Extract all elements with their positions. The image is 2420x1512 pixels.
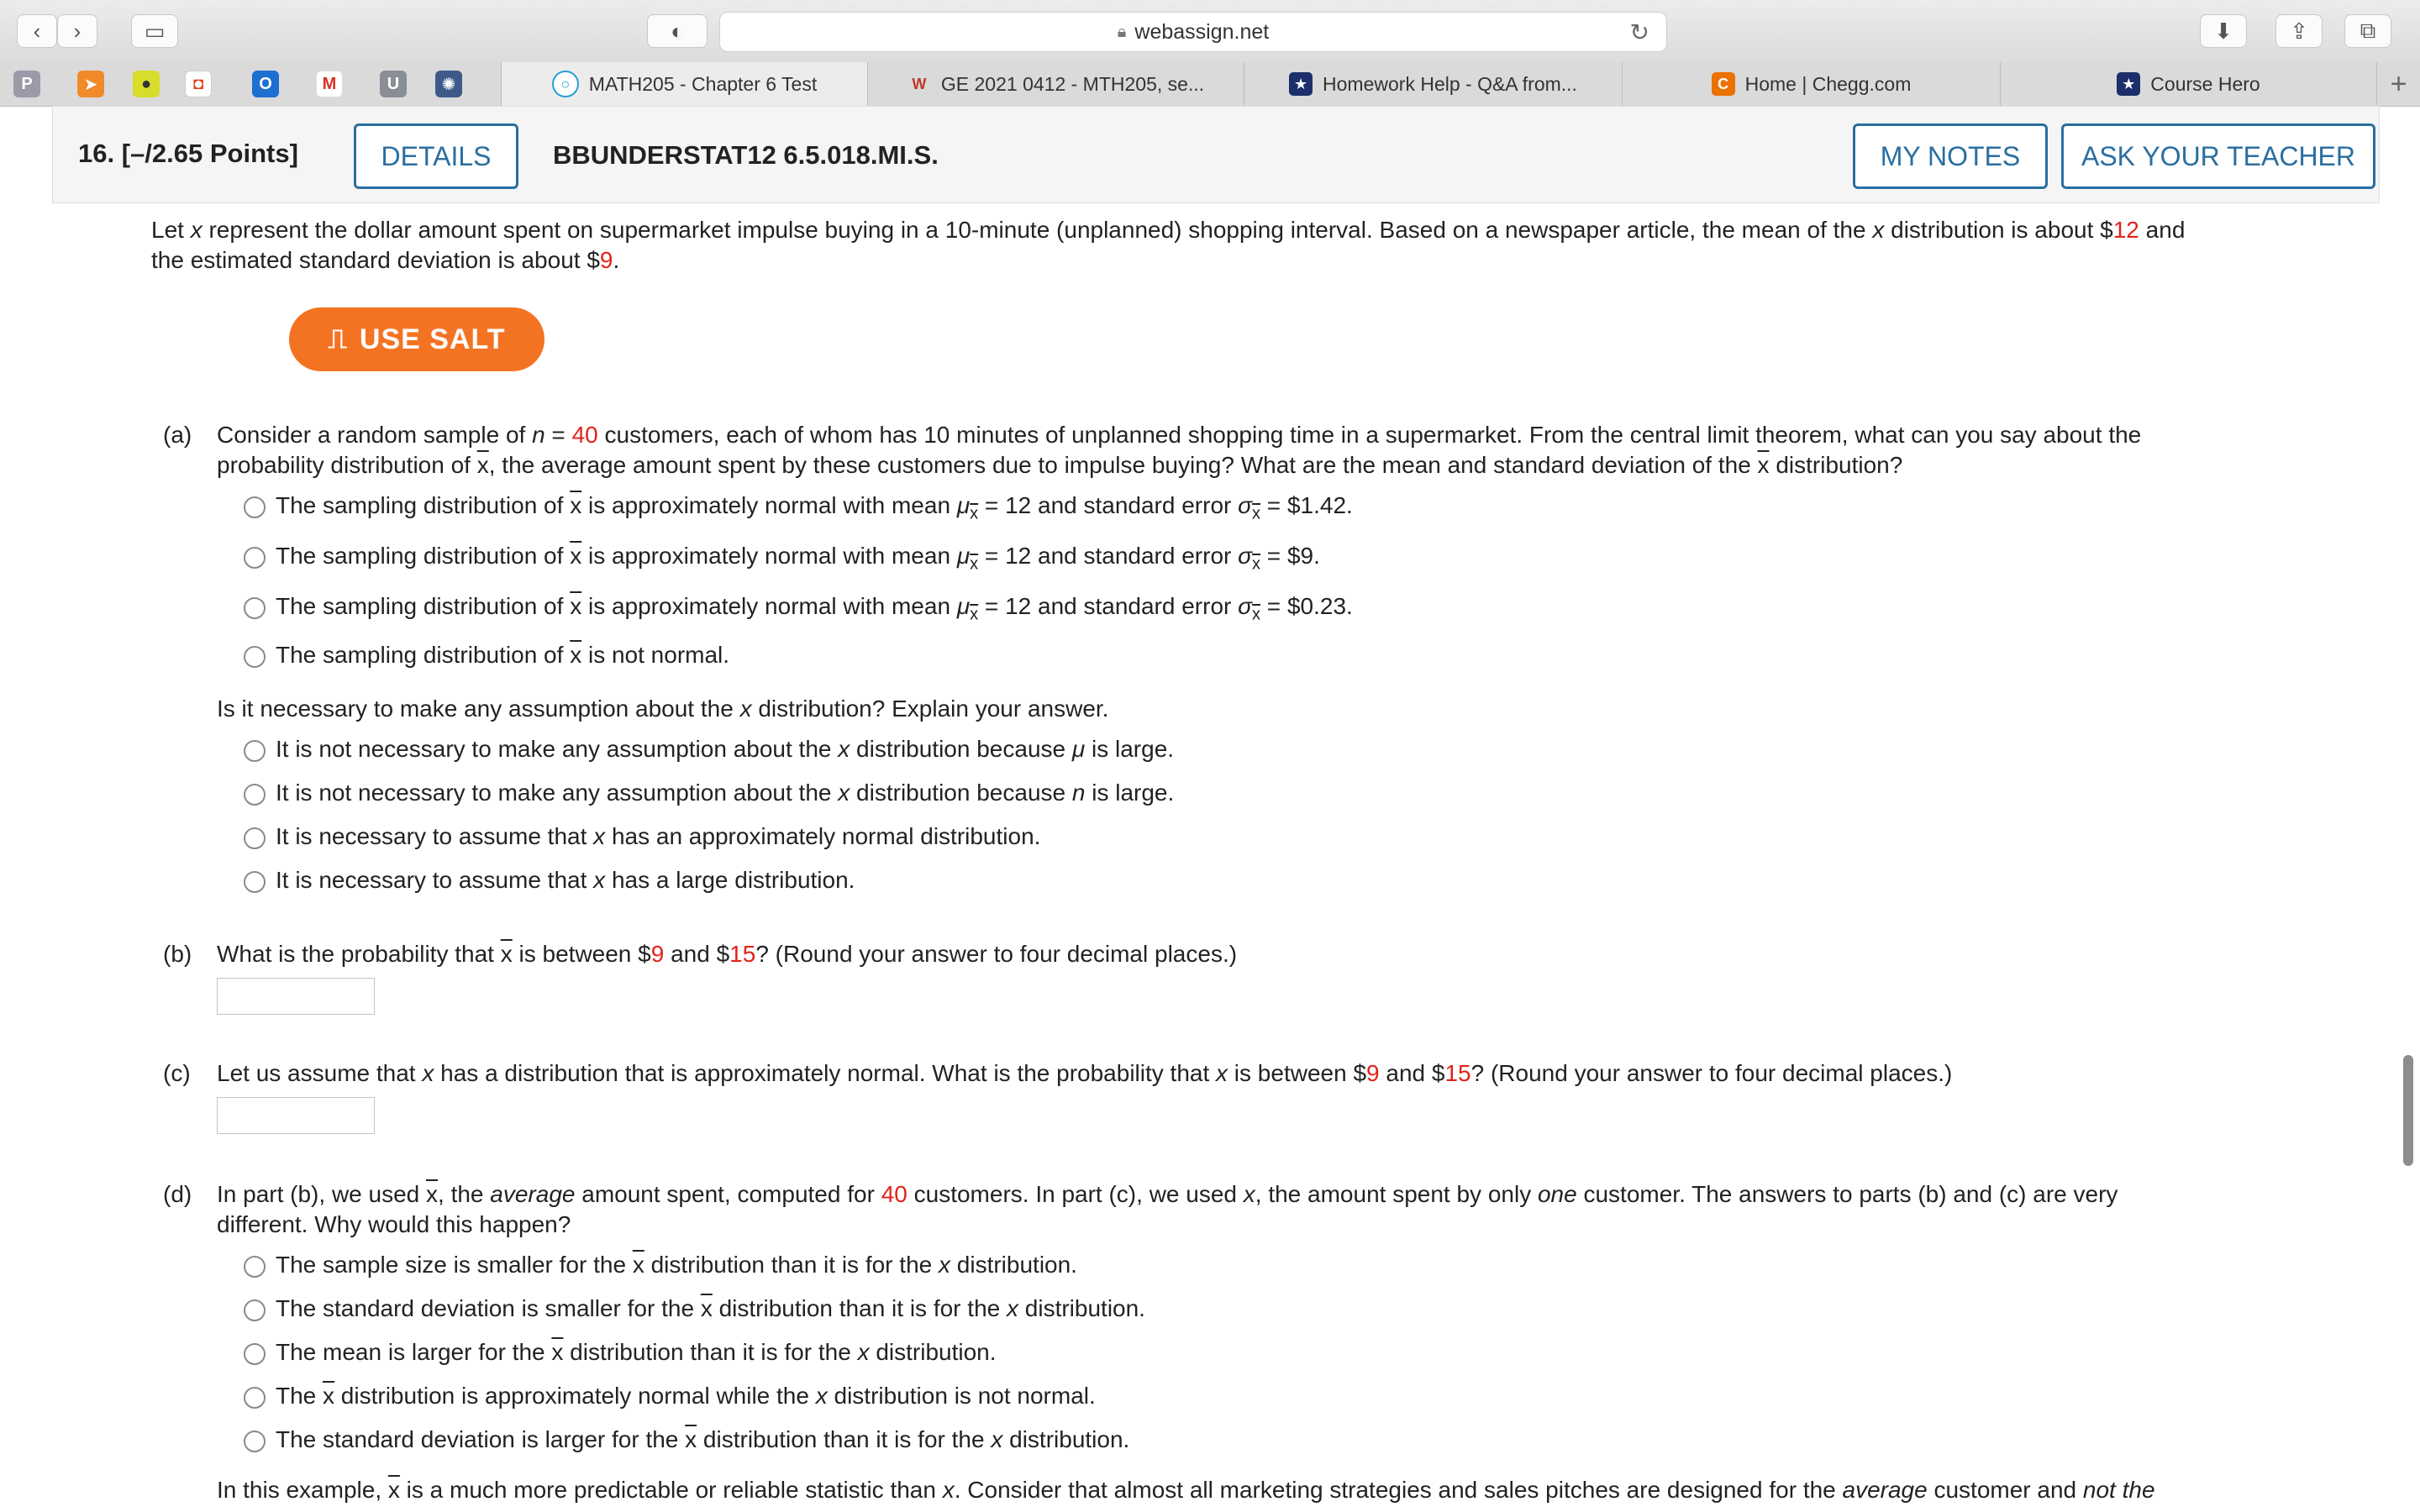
address-bar[interactable] (719, 12, 1667, 52)
bookmark-p[interactable] (13, 71, 40, 97)
reload-icon[interactable]: ↻ (1629, 18, 1649, 45)
assume-option-4-radio[interactable] (244, 871, 266, 893)
outlook-icon: O (259, 74, 272, 93)
use-salt-button[interactable]: ⎍ USE SALT (289, 307, 544, 371)
ask-teacher-button[interactable]: ASK YOUR TEACHER (2061, 123, 2375, 189)
tab-label: GE 2021 0412 - MTH205, se... (940, 72, 1205, 95)
bookmark-outlook[interactable] (252, 71, 279, 97)
part-d-footer-text: In this example, $\overline{x}$ is a much more predictable or reliable statistic than x. Consider that almost all marketing strategies and sales pitches are designed for the average customer and not the (217, 1477, 2155, 1503)
part-d-option-3-radio[interactable] (244, 1343, 266, 1365)
assume-option-2-radio[interactable] (244, 784, 266, 806)
tab-label: Homework Help - Q&A from... (1323, 72, 1577, 95)
arrow-icon: ➤ (83, 75, 98, 94)
part-b-answer-input[interactable] (217, 978, 375, 1015)
shield-icon: ◐ (671, 18, 684, 44)
tabs-icon: ⧉ (2360, 18, 2376, 43)
assume-option-1-radio[interactable] (244, 740, 266, 762)
browser-toolbar (0, 0, 2420, 63)
assume-option-3-radio[interactable] (244, 827, 266, 849)
star-icon: ★ (2117, 72, 2140, 96)
plus-icon: + (2390, 67, 2407, 100)
download-icon: ⬇ (2214, 18, 2233, 44)
part-d-label: (d) (163, 1181, 192, 1207)
share-icon: ⇪ (2290, 18, 2308, 44)
part-a-option-2-radio[interactable] (244, 547, 266, 569)
sidebar-button[interactable] (131, 14, 178, 48)
privacy-button[interactable] (647, 14, 708, 48)
part-d-option-1-radio[interactable] (244, 1256, 266, 1278)
part-d-option-1: The sample size is smaller for the $\overline{x}$ distribution than it is for the x distribution. (276, 1252, 1077, 1278)
part-d-option-4: The $\overline{x}$ distribution is approximately normal while the x distribution is not normal. (276, 1383, 1096, 1409)
intro-line-2: the estimated standard deviation is about $9. (151, 247, 620, 273)
part-d-option-4-radio[interactable] (244, 1387, 266, 1409)
tab-chegg[interactable] (1622, 62, 2000, 106)
chevron-right-icon: › (73, 18, 82, 44)
part-a-option-1: The sampling distribution of $\overline{x}$ is approximately normal with mean $\mu_{\overline{x}} = 12$ and standard error $\sigma_{\overline{x}}$ = $1.42. (276, 492, 1353, 523)
part-a-option-4: The sampling distribution of $\overline{x}$ is not normal. (276, 642, 730, 668)
wa-icon: W (912, 75, 927, 92)
part-d-question-line-1: In part (b), we used $\overline{x}$, the average amount spent, computed for 40 customers. In part (c), we used x, the amount spent by only one customer. The answers to parts (b) and (c) are very (217, 1181, 2118, 1207)
downloads-button[interactable] (2200, 14, 2247, 48)
page-scrollbar[interactable] (2403, 1055, 2413, 1166)
assume-option-3: It is necessary to assume that x has an approximately normal distribution. (276, 823, 1041, 849)
tab-label: Course Hero (2150, 72, 2260, 95)
tab-label: MATH205 - Chapter 6 Test (588, 72, 818, 95)
question-code: BBUNDERSTAT12 6.5.018.MI.S. (553, 140, 939, 170)
part-c-question: Let us assume that x has a distribution that is approximately normal. What is the probability that x is between $9 and $15? (Round your answer to four decimal places.) (217, 1060, 1953, 1086)
tab-ge2021[interactable] (867, 62, 1244, 106)
part-b-question: What is the probability that $\overline{x}$ is between $9 and $15? (Round your answer to four decimal places.) (217, 941, 1238, 967)
intro-line-1: Let x represent the dollar amount spent on supermarket impulse buying in a 10-minute (unplanned) shopping interval. Based on a newspaper article, the mean of the x distribution is about $12 and (151, 217, 2186, 243)
part-a-question-line-2: probability distribution of $\overline{x}$, the average amount spent by these customers due to impulse buying? What are the mean and standard deviation of the $\overline{x}$ distribution? (217, 452, 1903, 478)
part-a-option-3: The sampling distribution of $\overline{x}$ is approximately normal with mean $\mu_{\overline{x}} = 12$ and standard error $\sigma_{\overline{x}}$ = $0.23. (276, 593, 1353, 624)
tab-course-hero[interactable] (2000, 62, 2376, 106)
lock-icon: 🔒︎ (1117, 22, 1127, 41)
seal-icon: ✺ (441, 75, 456, 94)
part-c-answer-input[interactable] (217, 1097, 375, 1134)
bookmark-arrow[interactable] (77, 71, 104, 97)
part-a-label: (a) (163, 422, 192, 448)
part-d-option-3: The mean is larger for the $\overline{x}$ distribution than it is for the x distribution. (276, 1339, 997, 1365)
question-number: 16. [–/2.65 Points] (78, 139, 298, 168)
share-button[interactable] (2275, 14, 2323, 48)
fav-u-label: U (387, 74, 400, 93)
new-tab-button[interactable] (2376, 62, 2420, 106)
back-button[interactable] (17, 14, 57, 48)
star-icon: ★ (1289, 72, 1313, 96)
tab-math205[interactable] (501, 62, 867, 106)
salt-chart-icon: ⎍ (328, 323, 348, 354)
chegg-icon: C (1712, 72, 1735, 96)
chevron-left-icon: ‹ (33, 18, 41, 44)
question-header (52, 106, 2380, 203)
bookmark-seal[interactable] (435, 71, 462, 97)
part-d-option-2-radio[interactable] (244, 1299, 266, 1321)
part-a-option-4-radio[interactable] (244, 646, 266, 668)
bookmark-office[interactable] (185, 71, 212, 97)
gmail-icon: M (322, 74, 337, 93)
part-c-label: (c) (163, 1060, 191, 1086)
webassign-icon: ○ (552, 71, 579, 97)
tab-homework-help[interactable] (1244, 62, 1622, 106)
part-a-option-3-radio[interactable] (244, 597, 266, 619)
bookmark-circle[interactable] (133, 71, 160, 97)
bookmark-gmail[interactable] (316, 71, 343, 97)
fav-p-label: P (21, 74, 33, 93)
part-a-assumption-question: Is it necessary to make any assumption about the x distribution? Explain your answer. (217, 696, 1109, 722)
part-d-option-5: The standard deviation is larger for the $\overline{x}$ distribution than it is for the x distribution. (276, 1426, 1130, 1452)
part-a-option-2: The sampling distribution of $\overline{x}$ is approximately normal with mean $\mu_{\overline{x}} = 12$ and standard error $\sigma_{\overline{x}}$ = $9. (276, 543, 1320, 574)
my-notes-button[interactable]: MY NOTES (1853, 123, 2048, 189)
part-a-question-line-1: Consider a random sample of n = 40 customers, each of whom has 10 minutes of unplanned shopping time in a supermarket. From the central limit theorem, what can you say about the (217, 422, 2142, 448)
part-a-option-1-radio[interactable] (244, 496, 266, 518)
details-button[interactable]: DETAILS (354, 123, 518, 189)
part-d-question-line-2: different. Why would this happen? (217, 1211, 571, 1237)
part-d-option-2: The standard deviation is smaller for the $\overline{x}$ distribution than it is for the x distribution. (276, 1295, 1145, 1321)
assume-option-4: It is necessary to assume that x has a large distribution. (276, 867, 855, 893)
tab-label: Home | Chegg.com (1744, 72, 1912, 95)
sidebar-icon: ▭ (144, 18, 166, 44)
tabs-overview-button[interactable] (2344, 14, 2391, 48)
bookmark-u[interactable] (380, 71, 407, 97)
part-d-option-5-radio[interactable] (244, 1431, 266, 1452)
assume-option-2: It is not necessary to make any assumption about the x distribution because n is large. (276, 780, 1175, 806)
assume-option-1: It is not necessary to make any assumption about the x distribution because μ is large. (276, 736, 1175, 762)
circle-icon: ● (140, 74, 152, 93)
office-icon: ◘ (192, 74, 204, 93)
forward-button[interactable] (57, 14, 97, 48)
part-b-label: (b) (163, 941, 192, 967)
url-text: webassign.net (1134, 19, 1270, 44)
